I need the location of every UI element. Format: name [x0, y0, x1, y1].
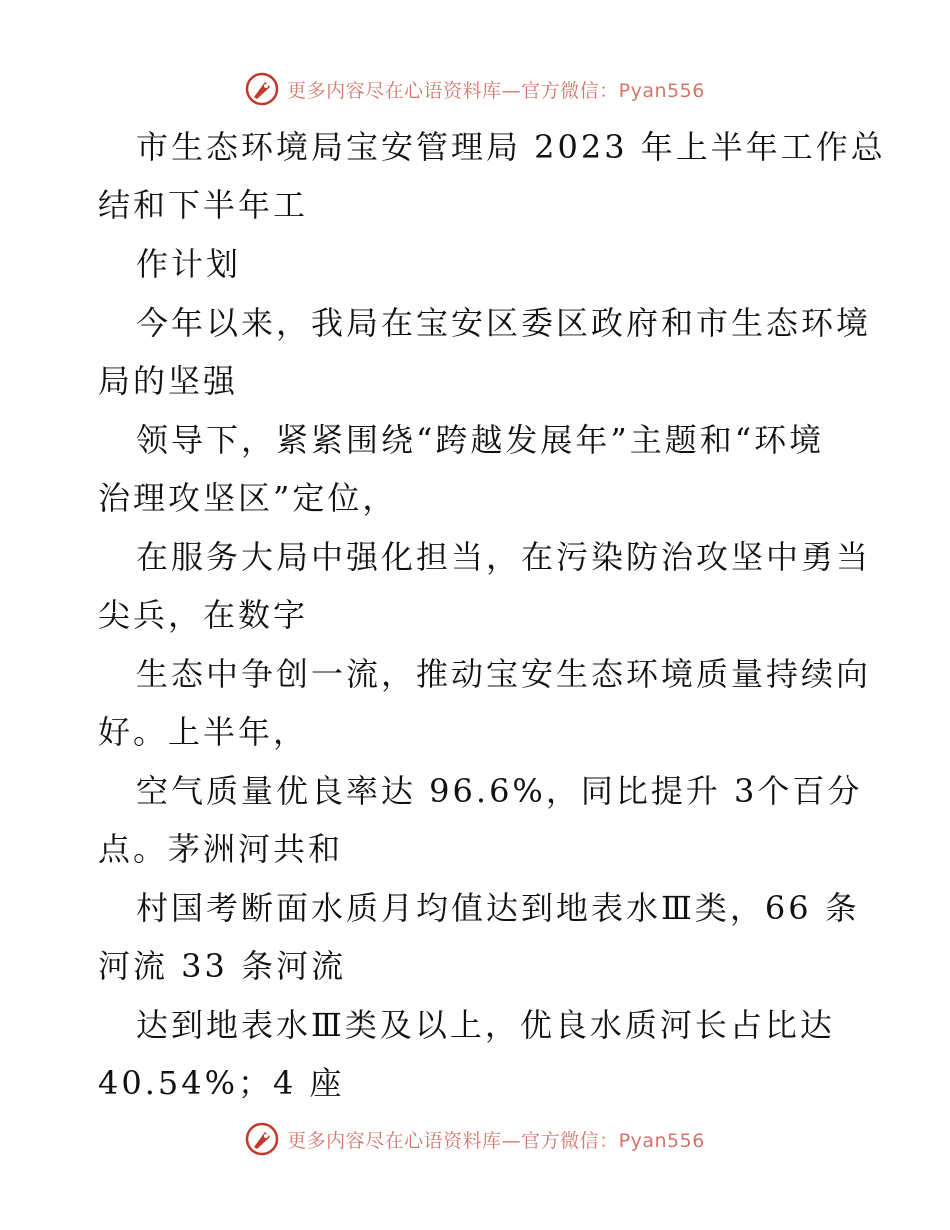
paragraph-line: 生态中争创一流，推动宝安生态环境质量持续向 — [136, 655, 872, 693]
paragraph-line: 局的坚强 — [98, 362, 239, 400]
watermark-footer — [0, 1122, 950, 1156]
title-line-3: 作计划 — [136, 245, 242, 283]
paragraph-line: 治理攻坚区”定位， — [98, 479, 398, 517]
paragraph-line: 河流 33 条河流 — [98, 947, 347, 985]
title-line-1: 市生态环境局宝安管理局 2023 年上半年工作总 — [136, 128, 886, 166]
paragraph-line: 40.54%；4 座 — [98, 1064, 345, 1102]
paragraph-line: 好。上半年， — [98, 713, 309, 751]
paragraph-line: 村国考断面水质月均值达到地表水Ⅲ类，66 条 — [136, 889, 860, 927]
paragraph-line: 空气质量优良率达 96.6%，同比提升 3个百分 — [136, 772, 863, 810]
pen-nib-logo-icon — [245, 72, 279, 106]
paragraph-line: 领导下，紧紧围绕“跨越发展年”主题和“环境 — [136, 421, 825, 459]
pen-nib-logo-icon — [245, 1122, 279, 1156]
watermark-header — [0, 72, 950, 106]
paragraph-line: 点。茅洲河共和 — [98, 830, 344, 868]
paragraph-line: 尖兵，在数字 — [98, 596, 309, 634]
paragraph-line: 达到地表水Ⅲ类及以上，优良水质河长占比达 — [136, 1006, 835, 1044]
watermark-text: 更多内容尽在心语资料库—官方微信：Pyan556 — [287, 1129, 705, 1152]
paragraph-line: 今年以来，我局在宝安区委区政府和市生态环境 — [136, 304, 872, 342]
paragraph-line: 在服务大局中强化担当，在污染防治攻坚中勇当 — [136, 538, 872, 576]
watermark-text: 更多内容尽在心语资料库—官方微信：Pyan556 — [287, 79, 705, 102]
title-line-2: 结和下半年工 — [98, 186, 309, 224]
